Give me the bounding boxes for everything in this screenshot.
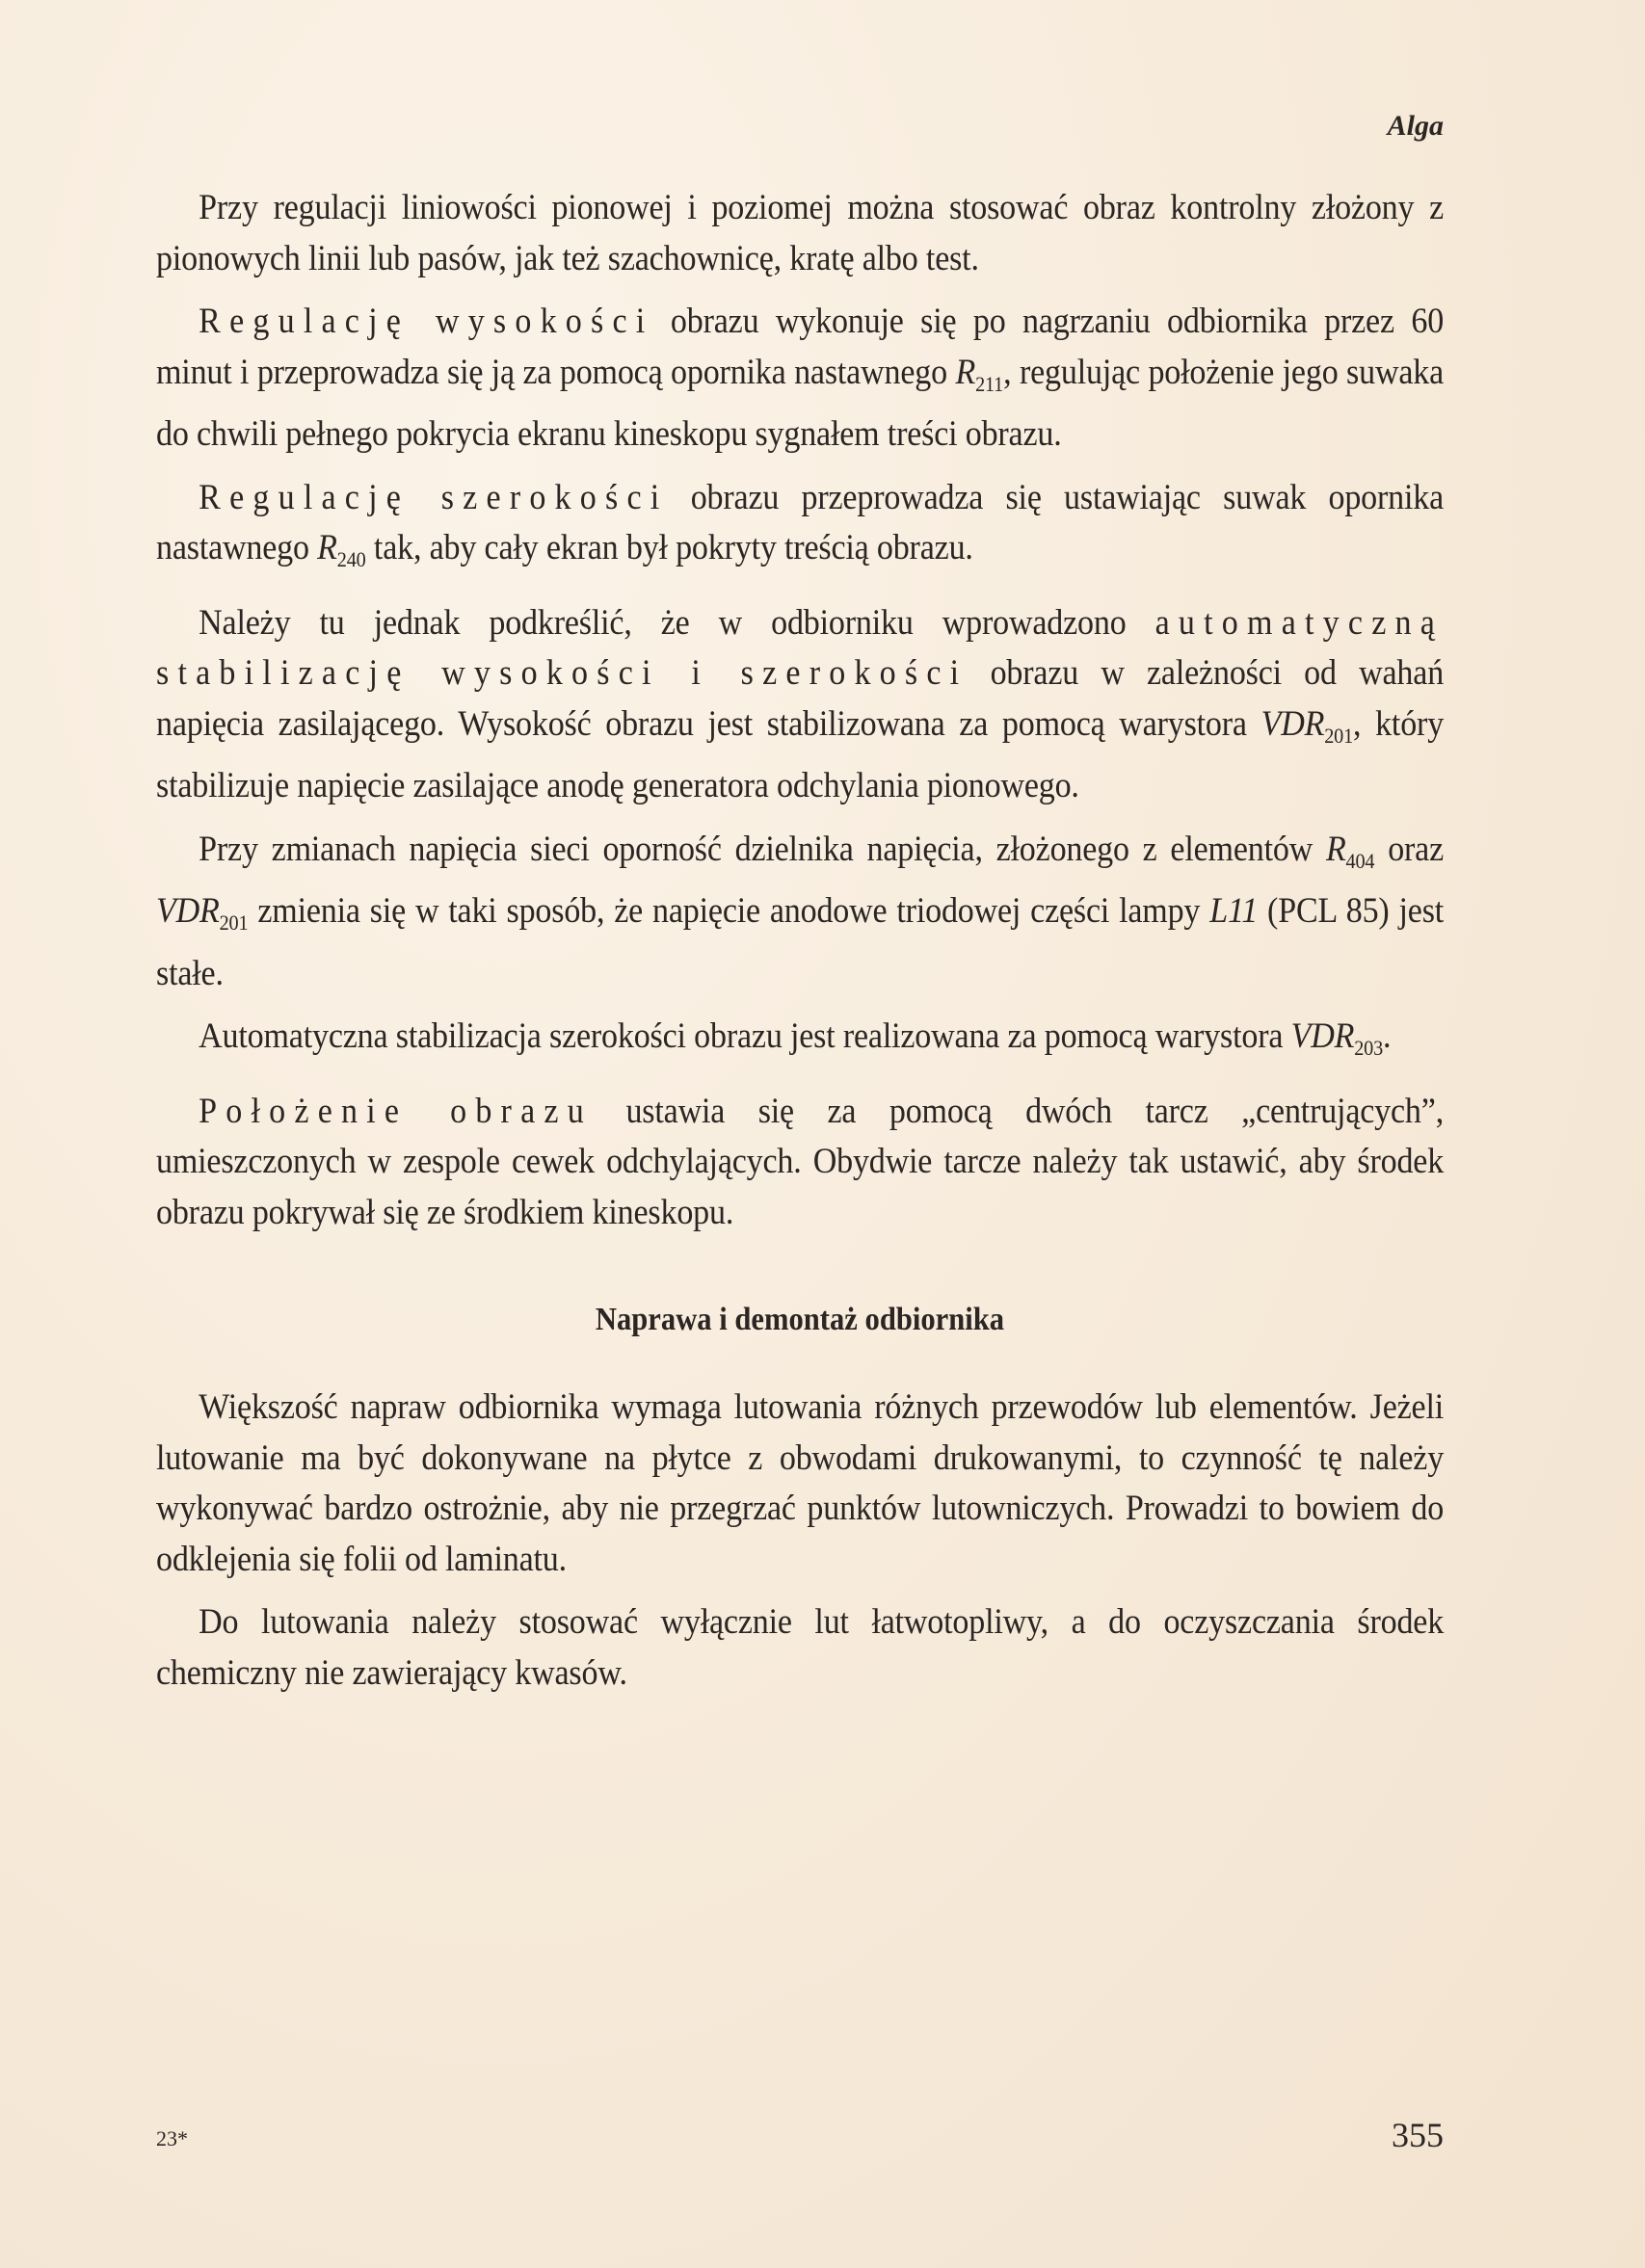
signature-mark: 23* [156, 2126, 188, 2150]
page-footer [156, 2115, 1444, 2163]
component-symbol: L11 [1209, 891, 1259, 931]
paragraph-width-adjust: Regulację szerokości obrazu przeprowadza się ustawiając suwak opornika nastawnego $R_{240}$ tak, aby cały ekran był pokryty treścią obrazu. [156, 477, 1445, 571]
body-text [156, 183, 1444, 1711]
spaced-term: Regulację wysokości [199, 302, 654, 341]
component-symbol: VDR [156, 891, 220, 931]
paragraph-soldering: Większość napraw odbiornika wymaga lutowania różnych przewodów lub elementów. Jeżeli lutowanie ma być dokonywane na płytce z obwodami drukowanymi, to czynność tę należy wykonywać bardzo ostrożnie, aby nie przegrzać punktów lutowniczych. Prowadzi to bowiem do odklejenia się folii od laminatu. [156, 1387, 1445, 1579]
paragraph-height-adjust: Regulację wysokości obrazu wykonuje się po nagrzaniu odbiornika przez 60 minut i przeprowadza się ją za pomocą opornika nastawnego $R_{211}$, regulując położenie jego suwaka do chwili pełnego pokrycia ekranu kineskopu sygnałem treści obrazu. [156, 302, 1445, 454]
component-symbol: VDR [1290, 1016, 1355, 1056]
paragraph-auto-stabilization: Należy tu jednak podkreślić, że w odbiorniku wprowadzono automatyczną stabilizację wysokości i szerokości obrazu w zależności od wahań napięcia zasilającego. Wysokość obrazu jest stabilizowana za pomocą warystora $VDR_{201}$, który stabilizuje napięcie zasilające anodę generatora odchylania pionowego. [156, 602, 1445, 805]
component-symbol: VDR [1260, 703, 1325, 744]
paragraph-image-position: Położenie obrazu ustawia się za pomocą dwóch tarcz „centrujących”, umieszczonych w zespole cewek odchylających. Obydwie tarcze należy tak ustawić, aby środek obrazu pokrywał się ze środkiem kineskopu. [156, 1091, 1445, 1232]
paragraph-linearity: Przy regulacji liniowości pionowej i poziomej można stosować obraz kontrolny złożony z pionowych linii lub pasów, jak też szachownicę, kratę albo test. [156, 188, 1445, 278]
paragraph-solder-type: Do lutowania należy stosować wyłącznie lut łatwotopliwy, a do oczyszczania środek chemiczny nie zawierający kwasów. [156, 1602, 1445, 1693]
spaced-term: Regulację szerokości [199, 477, 669, 517]
page-number: 355 [1392, 2116, 1444, 2154]
running-head: Alga [1387, 110, 1444, 142]
paragraph-voltage-divider: Przy zmianach napięcia sieci oporność dzielnika napięcia, złożonego z elementów $R_{404}$ oraz $VDR_{201}$ zmienia się w taki sposób, że napięcie anodowe triodowej części lampy L11 (PCL 85) jest stałe. [156, 829, 1445, 993]
component-symbol: R [955, 352, 976, 392]
component-symbol: R [317, 528, 337, 567]
spaced-term: automatyczną stabilizację wysokości i szerokości [156, 602, 1445, 693]
component-symbol: R [1325, 829, 1346, 869]
paragraph-width-stabilization: Automatyczna stabilizacja szerokości obrazu jest realizowana za pomocą warystora $VDR_{203}$. [199, 1016, 1392, 1060]
section-heading: Naprawa i demontaż odbiornika [595, 1302, 1005, 1337]
spaced-term: Położenie obrazu [199, 1091, 593, 1131]
